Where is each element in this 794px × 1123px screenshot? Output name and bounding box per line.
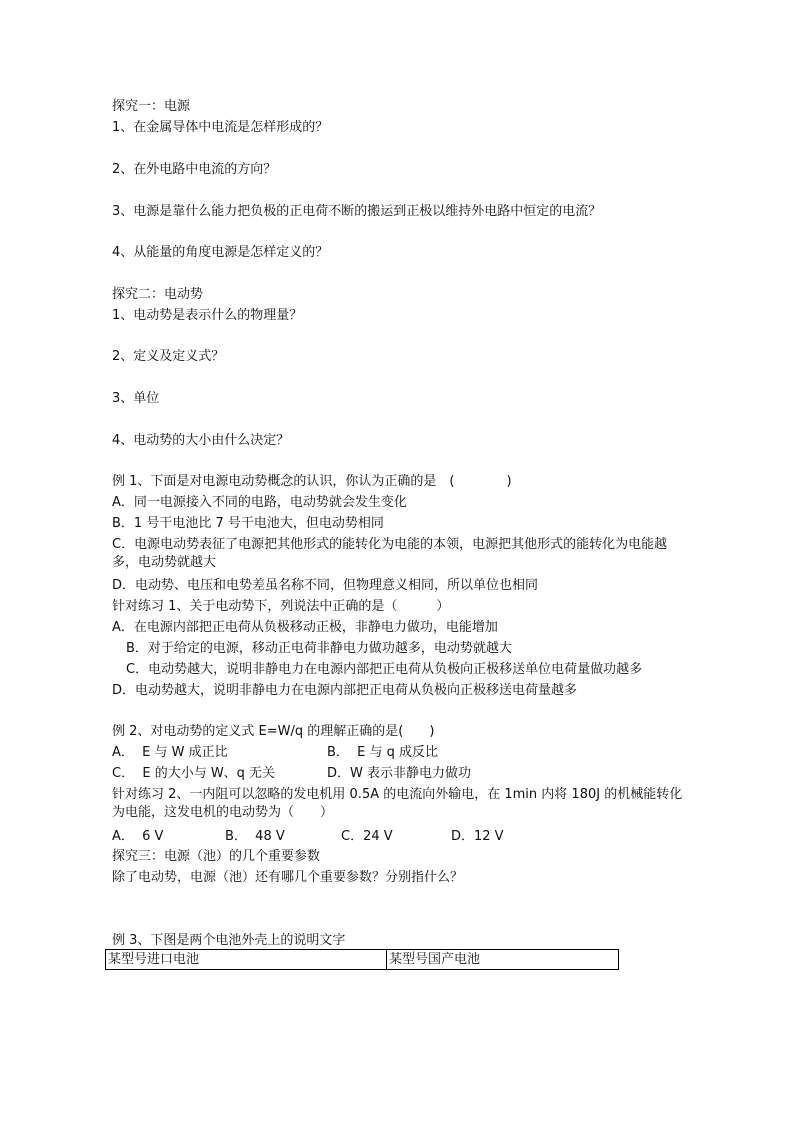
example-2-option-a: A． E 与 W 成正比 xyxy=(112,745,228,760)
table-header-cell: 某型号进口电池 xyxy=(106,950,387,970)
battery-label-table xyxy=(105,949,619,970)
section-2-question-4: 4、电动势的大小由什么决定？ xyxy=(112,433,290,448)
example-2-stem: 例 2、对电动势的定义式 E=W/q 的理解正确的是( ) xyxy=(112,724,435,739)
example-2-option-b: B． E 与 q 成反比 xyxy=(327,745,439,760)
section-2-question-2: 2、定义及定义式？ xyxy=(112,349,225,364)
section-1-question-2: 2、在外电路中电流的方向？ xyxy=(112,162,277,177)
practice-1-option-d: D．电动势越大，说明非静电力在电源内部把正电荷从负极向正极移送电荷量越多 xyxy=(112,683,578,698)
practice-1-option-b: B．对于给定的电源，移动正电荷非静电力做功越多，电动势就越大 xyxy=(126,641,512,656)
section-1-question-4: 4、从能量的角度电源是怎样定义的？ xyxy=(112,245,329,260)
section-3-question: 除了电动势，电源（池）还有哪几个重要参数？分别指什么？ xyxy=(112,870,464,885)
example-1-option-b: B．1 号干电池比 7 号干电池大，但电动势相同 xyxy=(112,516,384,531)
section-1-title: 探究一：电源 xyxy=(112,99,191,114)
section-2-question-1: 1、电动势是表示什么的物理量？ xyxy=(112,308,303,323)
table-header-cell: 某型号国产电池 xyxy=(387,950,619,970)
example-1-option-d: D．电动势、电压和电势差虽名称不同，但物理意义相同，所以单位也相同 xyxy=(112,578,539,593)
practice-2-option-b: B． 48 V xyxy=(225,829,285,844)
example-3-stem: 例 3、下图是两个电池外壳上的说明文字 xyxy=(112,933,346,948)
section-2-question-3: 3、单位 xyxy=(112,391,160,406)
example-2-option-c: C． E 的大小与 W、q 无关 xyxy=(112,766,276,781)
section-2-title: 探究二：电动势 xyxy=(112,287,204,302)
example-1-option-a: A．同一电源接入不同的电路，电动势就会发生变化 xyxy=(112,495,407,510)
example-2-option-d: D．W 表示非静电力做功 xyxy=(327,766,471,781)
section-1-question-3: 3、电源是靠什么能力把负极的正电荷不断的搬运到正极以维持外电路中恒定的电流？ xyxy=(112,204,602,219)
example-1-stem: 例 1、下面是对电源电动势概念的认识，你认为正确的是 ( ) xyxy=(112,474,512,489)
practice-1-option-c: C．电动势越大，说明非静电力在电源内部把正电荷从负极向正极移送单位电荷量做功越多 xyxy=(126,662,643,677)
practice-2-stem: 针对练习 2、一内阻可以忽略的发电机用 0.5A 的电流向外输电，在 1min 内将 180J 的机械能转化为电能，这发电机的电动势为（ ） xyxy=(112,787,683,820)
practice-1-option-a: A．在电源内部把正电荷从负极移动正极，非静电力做功，电能增加 xyxy=(112,620,498,635)
section-3-title: 探究三：电源（池）的几个重要参数 xyxy=(112,849,321,864)
table-header-row xyxy=(106,950,619,970)
example-1-option-c: C．电源电动势表征了电源把其他形式的能转化为电能的本领，电源把其他形式的能转化为电能越多，电动势就越大 xyxy=(112,537,668,570)
practice-1-stem: 针对练习 1、关于电动势下，列说法中正确的是（ ） xyxy=(112,599,450,614)
practice-2-option-d: D．12 V xyxy=(451,829,504,844)
practice-2-option-a: A． 6 V xyxy=(112,829,164,844)
practice-2-option-c: C．24 V xyxy=(341,829,393,844)
section-1-question-1: 1、在金属导体中电流是怎样形成的？ xyxy=(112,120,329,135)
